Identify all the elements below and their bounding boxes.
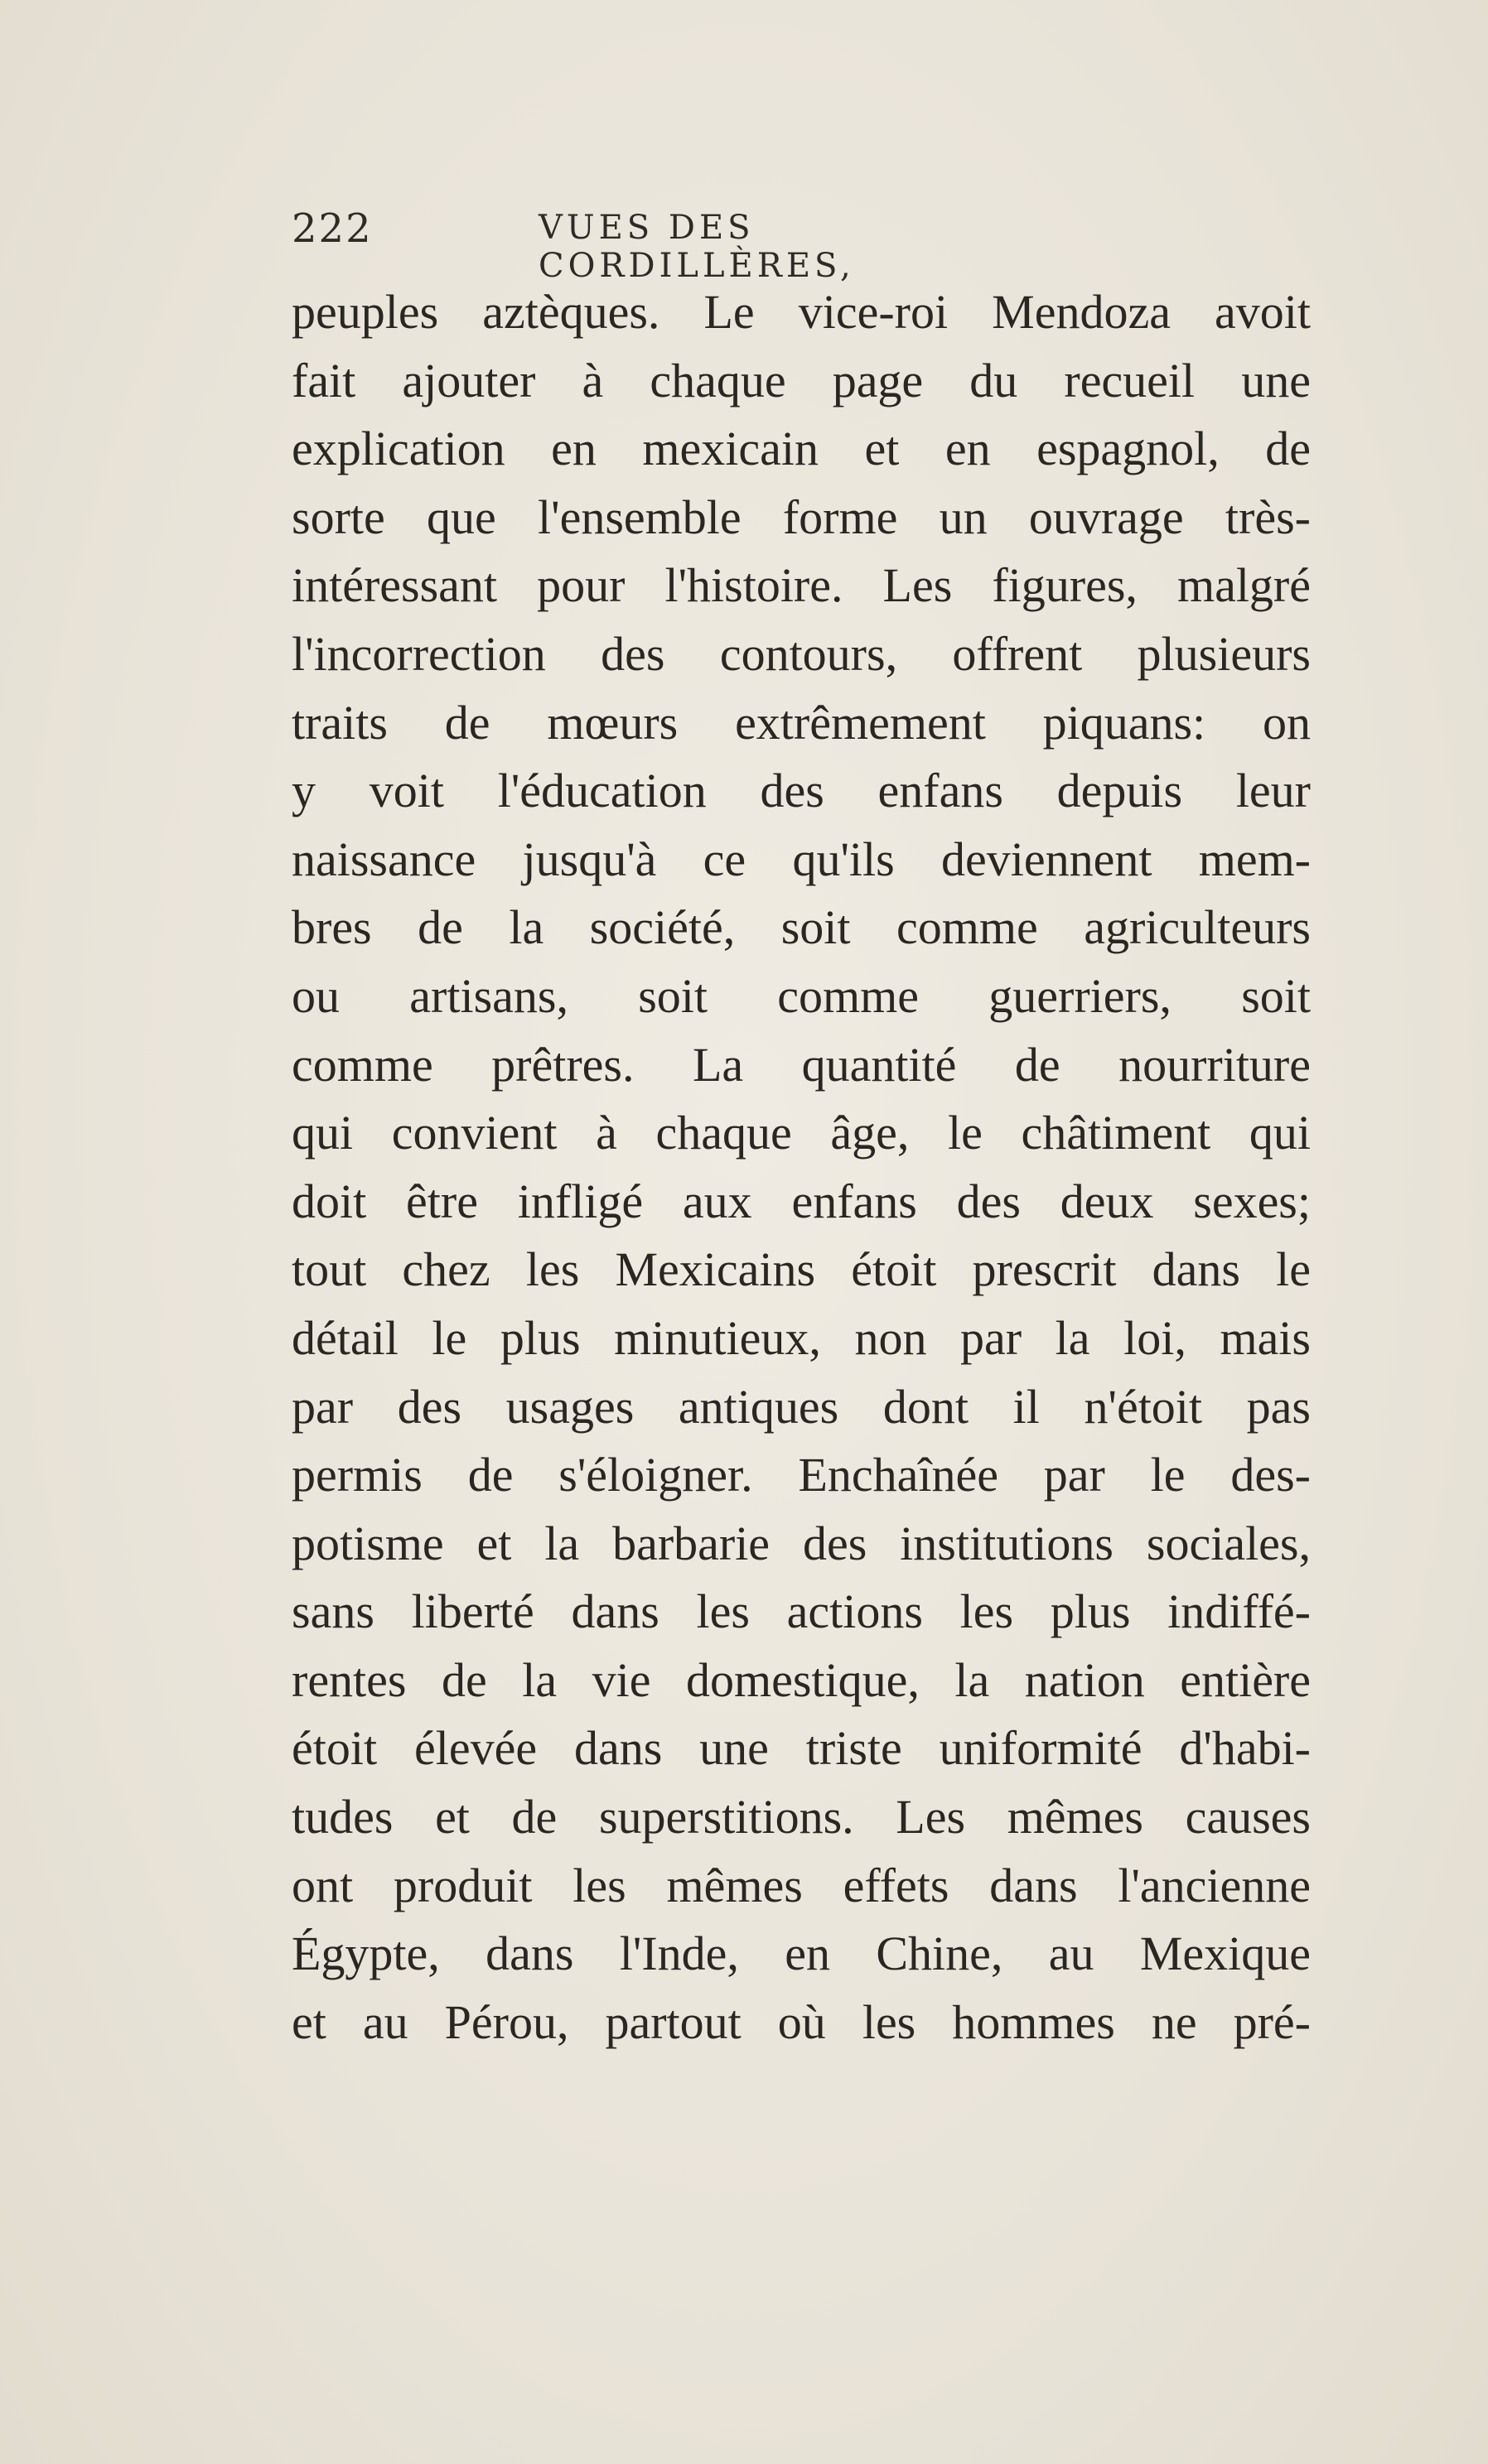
text-line: ou artisans, soit comme guerriers, soit bbox=[292, 968, 1311, 1023]
text-line: par des usages antiques dont il n'étoit pas bbox=[292, 1379, 1311, 1434]
text-line: potisme et la barbarie des institutions sociales, bbox=[292, 1516, 1311, 1570]
text-line: naissance jusqu'à ce qu'ils deviennent mem- bbox=[292, 832, 1311, 886]
text-line: étoit élevée dans une triste uniformité d'habi- bbox=[292, 1721, 1311, 1776]
page-number: 222 bbox=[292, 205, 373, 252]
text-line: peuples aztèques. Le vice-roi Mendoza avoit bbox=[292, 285, 1311, 339]
text-line: ont produit les mêmes effets dans l'ancienne bbox=[292, 1858, 1311, 1912]
text-line: sorte que l'ensemble forme un ouvrage très- bbox=[292, 489, 1311, 544]
text-line: tout chez les Mexicains étoit prescrit dans le bbox=[292, 1242, 1311, 1297]
text-line: sans liberté dans les actions les plus indiffé- bbox=[292, 1584, 1311, 1639]
text-line: tudes et de superstitions. Les mêmes causes bbox=[292, 1790, 1311, 1844]
text-line: bres de la société, soit comme agriculteurs bbox=[292, 900, 1311, 955]
text-line: et au Pérou, partout où les hommes ne pré- bbox=[292, 1994, 1311, 2049]
text-line: Égypte, dans l'Inde, en Chine, au Mexique bbox=[292, 1926, 1311, 1981]
text-line: permis de s'éloigner. Enchaînée par le des- bbox=[292, 1448, 1311, 1502]
text-line: qui convient à chaque âge, le châtiment qui bbox=[292, 1106, 1311, 1160]
text-line: détail le plus minutieux, non par la loi, mais bbox=[292, 1310, 1311, 1365]
page-header bbox=[292, 205, 1070, 285]
text-line: doit être infligé aux enfans des deux sexes; bbox=[292, 1174, 1311, 1228]
running-title: VUES DES CORDILLÈRES, bbox=[539, 209, 855, 285]
text-line: rentes de la vie domestique, la nation entière bbox=[292, 1652, 1311, 1707]
body-text bbox=[292, 278, 1311, 2057]
text-line: intéressant pour l'histoire. Les figures, malgré bbox=[292, 558, 1311, 613]
text-line: explication en mexicain et en espagnol, de bbox=[292, 422, 1311, 476]
text-line: traits de mœurs extrêmement piquans: on bbox=[292, 695, 1311, 750]
text-line: y voit l'éducation des enfans depuis leur bbox=[292, 764, 1311, 818]
text-line: comme prêtres. La quantité de nourriture bbox=[292, 1037, 1311, 1092]
text-line: fait ajouter à chaque page du recueil une bbox=[292, 353, 1311, 407]
text-line: l'incorrection des contours, offrent plusieurs bbox=[292, 626, 1311, 681]
